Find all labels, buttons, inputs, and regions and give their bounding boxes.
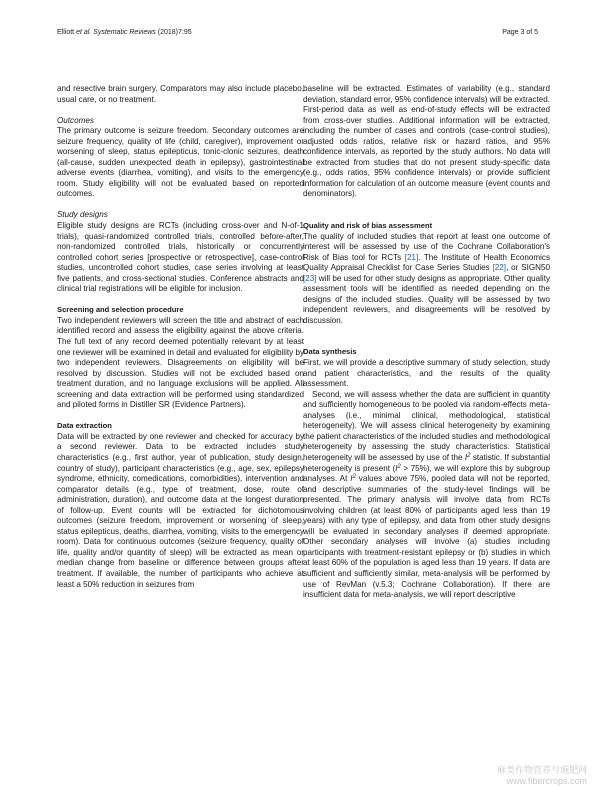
watermark-line-1: 麻类作物营养与施肥网 bbox=[496, 765, 587, 775]
journal-citation bbox=[57, 27, 192, 39]
i2-letter: I bbox=[350, 474, 353, 484]
page-number: Page 3 of 5 bbox=[502, 29, 538, 36]
reference-link-23[interactable]: [23] bbox=[303, 273, 317, 283]
journal-citation-prefix: Elliott bbox=[57, 29, 77, 36]
quality-text-2: . The Institute of Health Economics Quality Appraisal Checklist for Case Series Studies bbox=[303, 252, 550, 273]
i2-letter: I bbox=[464, 452, 468, 462]
synthesis-paragraph-1: First, we will provide a descriptive summary of study selection, study and patient characteristics, and the results of the quality assessment. bbox=[303, 358, 550, 389]
reference-link-22[interactable]: [22] bbox=[492, 263, 507, 273]
right-column bbox=[303, 84, 550, 601]
journal-citation-italic: et al. Systematic Reviews bbox=[76, 29, 156, 36]
extraction-continued-paragraph: baseline will be extracted. Estimates of variability (e.g., standard deviation, standard error, 95% confidence intervals) will be extracted. First-period data as well as end-of-study effects will be extracted from cross-over studies. Additional information will be extracted, including the number of cases and controls (case-control studies), adjusted odds ratios, relative risk or hazard ratios, and 95% confidence intervals, as reported by the study authors. No data will be extracted from studies that do not present study-specific data (e.g., odds ratios, 95% confidence intervals) or provide sufficient information for calculation of an outcome measure (event counts and denominators). bbox=[303, 84, 550, 199]
synthesis-text-2: statistic. If substantial heterogeneity is present ( bbox=[303, 452, 551, 473]
page-header bbox=[57, 27, 538, 39]
left-column bbox=[57, 84, 304, 590]
quality-text-3: , or SIGN50 bbox=[506, 263, 550, 273]
quality-paragraph bbox=[303, 232, 550, 327]
outcomes-paragraph: The primary outcome is seizure freedom. Secondary outcomes are seizure frequency, quality of life (child, caregiver), improvement or worsening of sleep, status epilepticus, tonic-clonic seizures, death (all-cause, sudden unexpected death in epilepsy), gastrointestinal adverse events (diarrhea, vomiting), and visits to the emergency room. Study eligibility will not be evaluated based on reported outcomes. bbox=[57, 126, 304, 199]
journal-citation-suffix: (2018)7:95 bbox=[155, 29, 192, 36]
i2-superscript: 2 bbox=[397, 463, 401, 470]
quality-text-4: will be used for other study designs as appropriate. Other quality assessment tools will be identified as needed depending on the designs of the included studies. Quality will be assessed by two independent reviewers, and disagreements will be resolved by discussion. bbox=[303, 273, 550, 325]
intro-paragraph: and resective brain surgery. Comparators may also include placebo, usual care, or no treatment. bbox=[57, 84, 304, 104]
site-watermark bbox=[497, 765, 587, 787]
synthesis-paragraph-2 bbox=[303, 390, 550, 601]
i2-superscript: 2 bbox=[352, 474, 356, 481]
data-extraction-heading: Data extraction bbox=[57, 421, 112, 431]
watermark-line-2: www.fibercrops.com bbox=[506, 776, 587, 786]
synthesis-text-4: values above 75%, pooled data will not be reported, and descriptive summaries of the study-level findings will be presented. The primary analysis will involve data from RCTs involving children (at least 80% of participants aged less than 19 years) with any type of epilepsy, and data from other study designs will be evaluated in secondary analyses if deemed appropriate. Other secondary analyses will involve (a) studies including participants with treatment-resistant epilepsy or (b) studies in which at least 60% of the population is aged less than 19 years. If data are sufficient and sufficiently similar, meta-analysis will be performed by use of RevMan (v.5.3; Cochrane Collaboration). If there are insufficient data for meta-analysis, we will report descriptive bbox=[303, 474, 550, 600]
quality-heading: Quality and risk of bias assessment bbox=[303, 221, 433, 231]
screening-paragraph: Two independent reviewers will screen the title and abstract of each identified record and assess the eligibility against the above criteria. The full text of any record deemed potentially relevant by at least one reviewer will be examined in detail and evaluated for eligibility by two independent reviewers. Disagreements on eligibility will be resolved by discussion. Studies will not be excluded based on treatment duration, and no language exclusions will be applied. All screening and data extraction will be performed using standardized and piloted forms in Distiller SR (Evidence Partners). bbox=[57, 315, 304, 410]
study-designs-paragraph: Eligible study designs are RCTs (including cross-over and N-of-1 trials), quasi-randomized controlled trials, controlled before-after, non-randomized controlled trials, historically or concurrently controlled cohort series [prospective or retrospective], case-control studies, uncontrolled cohort studies, case series involving at least five patients, and cross-sectional studies. Conference abstracts and clinical trial registrations will be eligible for inclusion. bbox=[57, 221, 304, 294]
i2-letter: I bbox=[395, 463, 398, 473]
synthesis-text-3: > 75%), we will explore this by subgroup analyses. At bbox=[303, 463, 550, 484]
outcomes-heading: Outcomes bbox=[57, 115, 94, 125]
screening-heading: Screening and selection procedure bbox=[57, 305, 184, 315]
quality-text-1: The quality of included studies that report at least one outcome of interest will be assessed by use of the Cochrane Collaboration's Risk of Bias tool for RCTs bbox=[303, 231, 550, 262]
data-synthesis-heading: Data synthesis bbox=[303, 347, 357, 357]
reference-link-21[interactable]: [21] bbox=[404, 252, 419, 262]
i2-superscript: 2 bbox=[467, 452, 471, 459]
synthesis-text-1: Second, we will assess whether the data are sufficient in quantity and sufficiently homogeneous to be pooled via random-effects meta-analyses (i.e., minimal clinical, methodological, statistical heterogeneity). We will assess clinical heterogeneity by examining the patient characteristics of the included studies and methodological heterogeneity by assessing the study characteristics. Statistical heterogeneity will be assessed by use of the bbox=[303, 389, 551, 462]
study-designs-heading: Study designs bbox=[57, 210, 108, 220]
data-extraction-paragraph: Data will be extracted by one reviewer and checked for accuracy by a second reviewer. Data to be extracted includes study characteristics (e.g., first author, year of publication, study design, country of study), participant characteristics (e.g., age, sex, epilepsy syndrome, ethnicity, comedications, comorbidities), intervention and comparator details (e.g., type of treatment, dose, route of administration, duration), and outcome data at the longest duration of follow-up. Event counts will be extracted for dichotomous outcomes (seizure freedom, improvement or worsening of sleep, status epilepticus, deaths, diarrhea, vomiting, visits to the emergency room). Data for continuous outcomes (seizure frequency, quality of life, quality and/or quantity of sleep) will be extracted as mean or median change from baseline or difference between groups after treatment. If available, the number of participants who achieve at least a 50% reduction in seizures from bbox=[57, 431, 304, 589]
